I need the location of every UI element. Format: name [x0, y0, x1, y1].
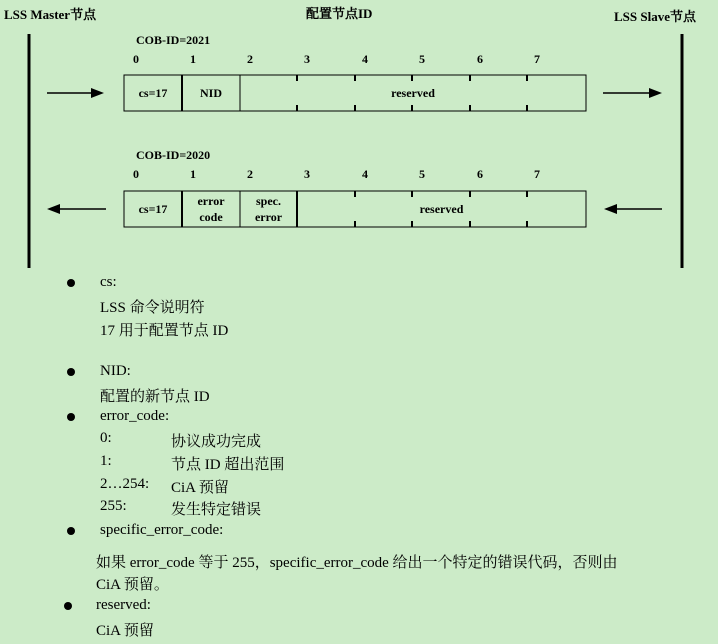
cs-desc-2: 17 用于配置节点 ID [100, 323, 229, 339]
frame1-cob-id: COB-ID=2021 [136, 33, 211, 47]
bullet-error-code [67, 413, 75, 421]
frame2-index-3: 3 [304, 167, 310, 181]
frame1-index-2: 2 [247, 52, 253, 66]
arrow-frame1-to-slave [603, 88, 662, 98]
specific-error-term: specific_error_code: [100, 522, 224, 538]
error-code-3-meaning: 发生特定错误 [171, 502, 262, 518]
error-code-3-code: 255: [100, 498, 127, 514]
arrow-frame2-to-master [47, 204, 106, 214]
bullet-specific-error-code [67, 527, 75, 535]
error-code-1-code: 1: [100, 453, 112, 469]
frame2-spec-error-cell [240, 191, 297, 227]
frame1-cs-cell: cs=17 [138, 86, 168, 100]
frame2-index-4: 4 [362, 167, 368, 181]
nid-term: NID: [100, 363, 131, 379]
error-code-0-code: 0: [100, 430, 112, 446]
bullet-reserved [64, 602, 72, 610]
nid-desc: 配置的新节点 ID [100, 389, 210, 405]
frame2-cs-cell: cs=17 [138, 202, 168, 216]
arrow-master-to-frame1 [47, 88, 104, 98]
frame1-index-3: 3 [304, 52, 310, 66]
frame1-nid-cell: NID [199, 86, 222, 100]
frame2-error-code-cell [182, 191, 240, 227]
error-code-term: error_code: [100, 408, 170, 424]
arrow-slave-to-frame2 [604, 204, 662, 214]
frame1-index-0: 0 [133, 52, 139, 66]
frame2-index-7: 7 [534, 167, 540, 181]
frame2-cob-id: COB-ID=2020 [136, 148, 211, 162]
specific-error-desc-1: 如果 error_code 等于 255，specific_error_code 给出一个特定的错误代码，否则由 [96, 555, 618, 571]
frame2-error-code-line2: code [199, 210, 223, 224]
frame2-error-code-line1: error [197, 194, 225, 208]
bullet-nid [67, 368, 75, 376]
frame2-index-0: 0 [133, 167, 139, 181]
frame1-reserved-cell: reserved [391, 86, 435, 100]
frame2-index-6: 6 [477, 167, 483, 181]
reserved-term: reserved: [96, 597, 151, 613]
cs-term: cs: [100, 274, 117, 290]
frame2-spec-error-line2: error [254, 210, 283, 224]
bullet-cs [67, 279, 75, 287]
diagram-title: 配置节点ID [306, 6, 373, 21]
frame1-index-4: 4 [362, 52, 368, 66]
cs-desc-1: LSS 命令说明符 [100, 300, 205, 316]
frame1-index-6: 6 [477, 52, 483, 66]
frame2-index-5: 5 [419, 167, 425, 181]
frame1-index-7: 7 [534, 52, 540, 66]
frame2-index-2: 2 [247, 167, 253, 181]
frame2-spec-error-line1: spec. [256, 194, 281, 208]
error-code-1-meaning: 节点 ID 超出范围 [171, 457, 285, 473]
frame1-index-1: 1 [190, 52, 196, 66]
error-code-2-meaning: CiA 预留 [171, 480, 229, 496]
slave-label: LSS Slave节点 [614, 9, 696, 24]
frame2-reserved-cell: reserved [419, 202, 464, 216]
reserved-desc: CiA 预留 [96, 623, 154, 639]
error-code-0-meaning: 协议成功完成 [171, 434, 262, 450]
frame2-index-1: 1 [190, 167, 196, 181]
error-code-2-code: 2…254: [100, 476, 150, 492]
frame1-index-5: 5 [419, 52, 425, 66]
specific-error-desc-2: CiA 预留。 [96, 577, 169, 593]
master-label: LSS Master节点 [4, 7, 97, 22]
